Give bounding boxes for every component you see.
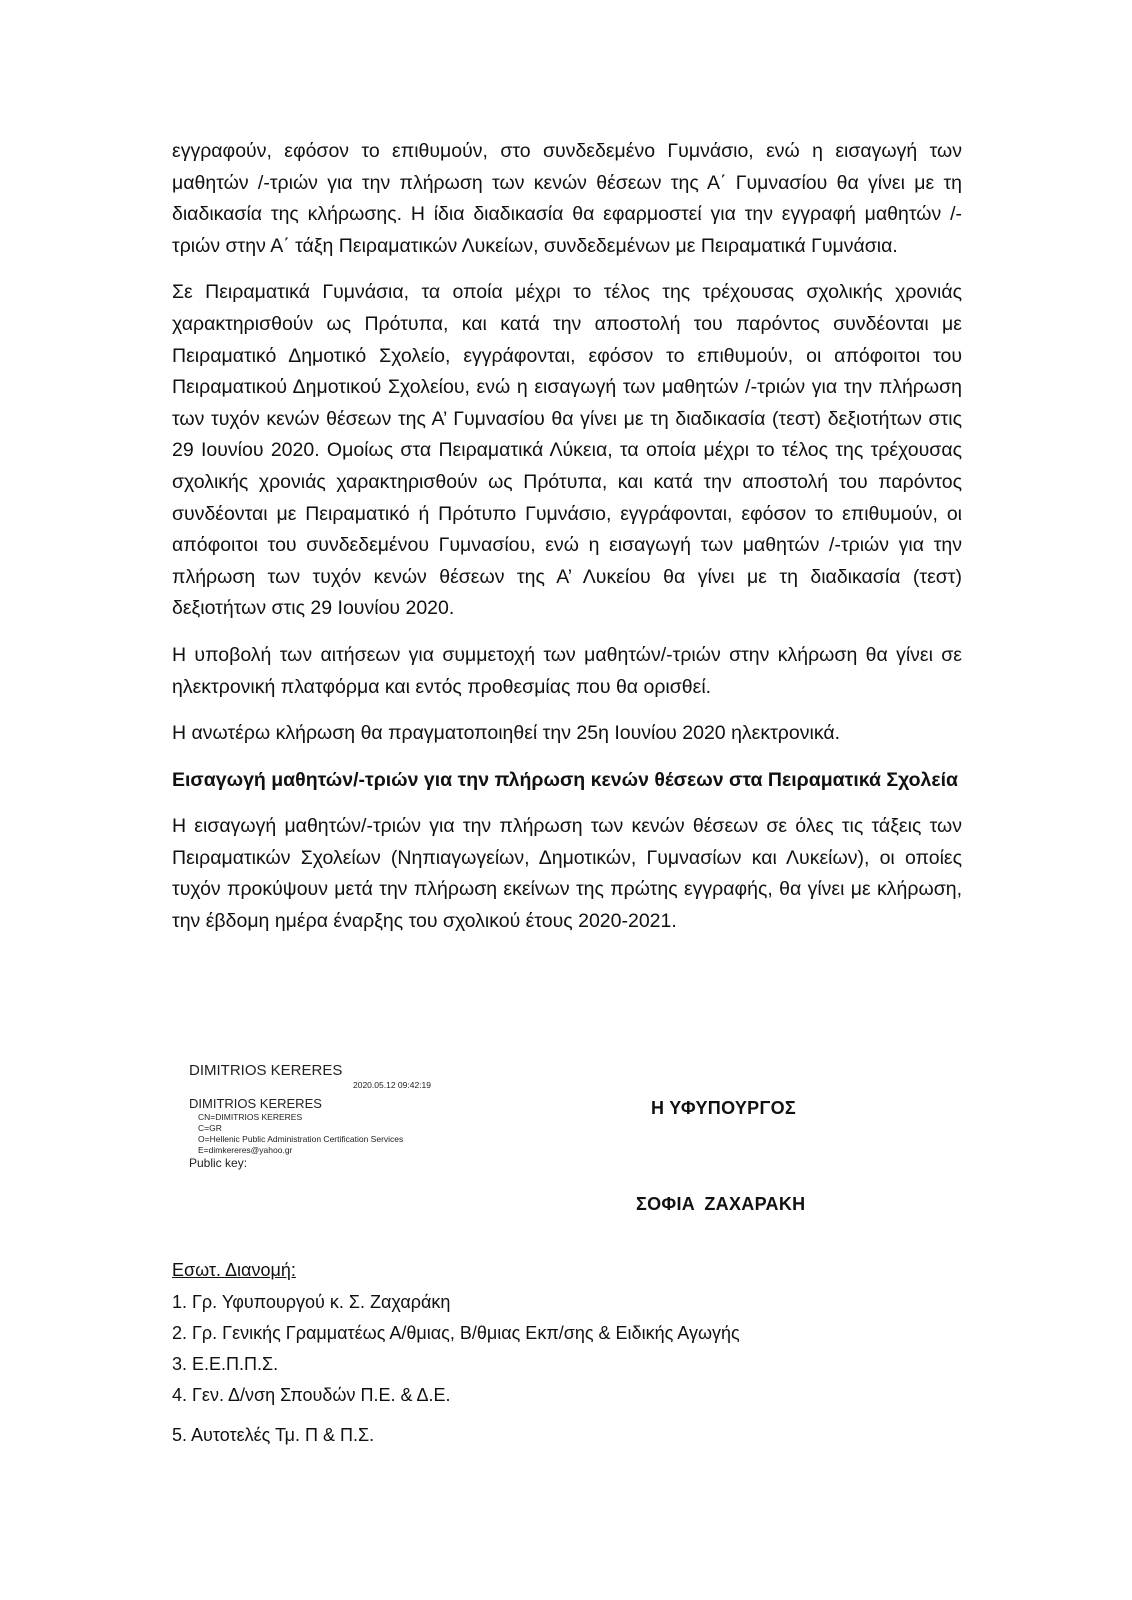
distribution-list	[172, 1287, 872, 1451]
document-body	[172, 136, 962, 953]
list-item: 5. Αυτοτελές Τμ. Π & Π.Σ.	[172, 1425, 375, 1445]
list-item: 2. Γρ. Γενικής Γραμματέως Α/θμιας, Β/θμιας Εκπ/σης & Ειδικής Αγωγής	[172, 1323, 740, 1343]
certificate-cn: CN=DIMITRIOS KERERES	[198, 1112, 303, 1122]
distribution-title: Εσωτ. Διανομή:	[172, 1260, 296, 1280]
signature-timestamp: 2020.05.12 09:42:19	[353, 1080, 431, 1090]
signer-name: DIMITRIOS KERERES	[189, 1062, 343, 1079]
certificate-email: E=dimkereres@yahoo.gr	[198, 1145, 293, 1155]
section-heading: Εισαγωγή μαθητών/-τριών για την πλήρωση κενών θέσεων στα Πειραματικά Σχολεία	[172, 768, 959, 791]
list-item: 1. Γρ. Υφυπουργού κ. Σ. Ζαχαράκη	[172, 1292, 451, 1312]
paragraph-model-schools: Σε Πειραματικά Γυμνάσια, τα οποία μέχρι το τέλος της τρέχουσας σχολικής χρονιάς χαρακτηρισθούν ως Πρότυπα, και κατά την αποστολή του παρόντος συνδέονται με Πειραματικό Δημοτικό Σχολείο, εγγράφονται, εφόσον το επιθυμούν, οι απόφοιτοι του Πειραματικού Δημοτικού Σχολείου, ενώ η εισαγωγή των μαθητών /-τριών για την πλήρωση των τυχόν κενών θέσεων της Α’ Γυμνασίου θα γίνει με τη διαδικασία (τεστ) δεξιοτήτων στις 29 Ιουνίου 2020. Ομοίως στα Πειραματικά Λύκεια, τα οποία μέχρι το τέλος της τρέχουσας σχολικής χρονιάς χαρακτηρισθούν ως Πρότυπα, και κατά την αποστολή του παρόντος συνδέονται με Πειραματικό ή Πρότυπο Γυμνάσιο, εγγράφονται, εφόσον το επιθυμούν, οι απόφοιτοι του συνδεδεμένου Γυμνασίου, ενώ η εισαγωγή των μαθητών /-τριών για την πλήρωση των τυχόν κενών θέσεων της Α’ Λυκείου θα γίνει με τη διαδικασία (τεστ) δεξιοτήτων στις 29 Ιουνίου 2020.	[172, 281, 962, 620]
paragraph-lottery-date: Η ανωτέρω κλήρωση θα πραγματοποιηθεί την 25η Ιουνίου 2020 ηλεκτρονικά.	[172, 722, 841, 745]
internal-distribution	[172, 1256, 872, 1451]
list-item: 3. Ε.Ε.Π.Π.Σ.	[172, 1354, 279, 1374]
certificate-organization: O=Hellenic Public Administration Certification Services	[198, 1134, 404, 1144]
public-key-label: Public key:	[189, 1156, 248, 1170]
signer-name-small: DIMITRIOS KERERES	[189, 1096, 322, 1111]
paragraph-enrollment-lottery: εγγραφούν, εφόσον το επιθυμούν, στο συνδεδεμένο Γυμνάσιο, ενώ η εισαγωγή των μαθητών /-τριών για την πλήρωση των κενών θέσεων της Α΄ Γυμνασίου θα γίνει με τη διαδικασία της κλήρωσης. Η ίδια διαδικασία θα εφαρμοστεί για την εγγραφή μαθητών /-τριών στην Α΄ τάξη Πειραματικών Λυκείων, συνδεδεμένων με Πειραματικά Γυμνάσια.	[172, 140, 962, 257]
list-item: 4. Γεν. Δ/νση Σπουδών Π.Ε. & Δ.Ε.	[172, 1385, 451, 1405]
paragraph-vacant-positions: Η εισαγωγή μαθητών/-τριών για την πλήρωση των κενών θέσεων σε όλες τις τάξεις των Πειραματικών Σχολείων (Νηπιαγωγείων, Δημοτικών, Γυμνασίων και Λυκείων), οι οποίες τυχόν προκύψουν μετά την πλήρωση εκείνων της πρώτης εγγραφής, θα γίνει με κλήρωση, την έβδομη ημέρα έναρξης του σχολικού έτους 2020-2021.	[172, 815, 962, 933]
digital-signature	[189, 1062, 459, 1171]
signatory-name: ΣΟΦΙΑ ΖΑΧΑΡΑΚΗ	[636, 1194, 806, 1214]
paragraph-application-submission: Η υποβολή των αιτήσεων για συμμετοχή των μαθητών/-τριών στην κλήρωση θα γίνει σε ηλεκτρονική πλατφόρμα και εντός προθεσμίας που θα ορισθεί.	[172, 643, 962, 698]
signatory-role: Η ΥΦΥΠΟΥΡΓΟΣ	[651, 1098, 797, 1118]
certificate-country: C=GR	[198, 1123, 222, 1133]
